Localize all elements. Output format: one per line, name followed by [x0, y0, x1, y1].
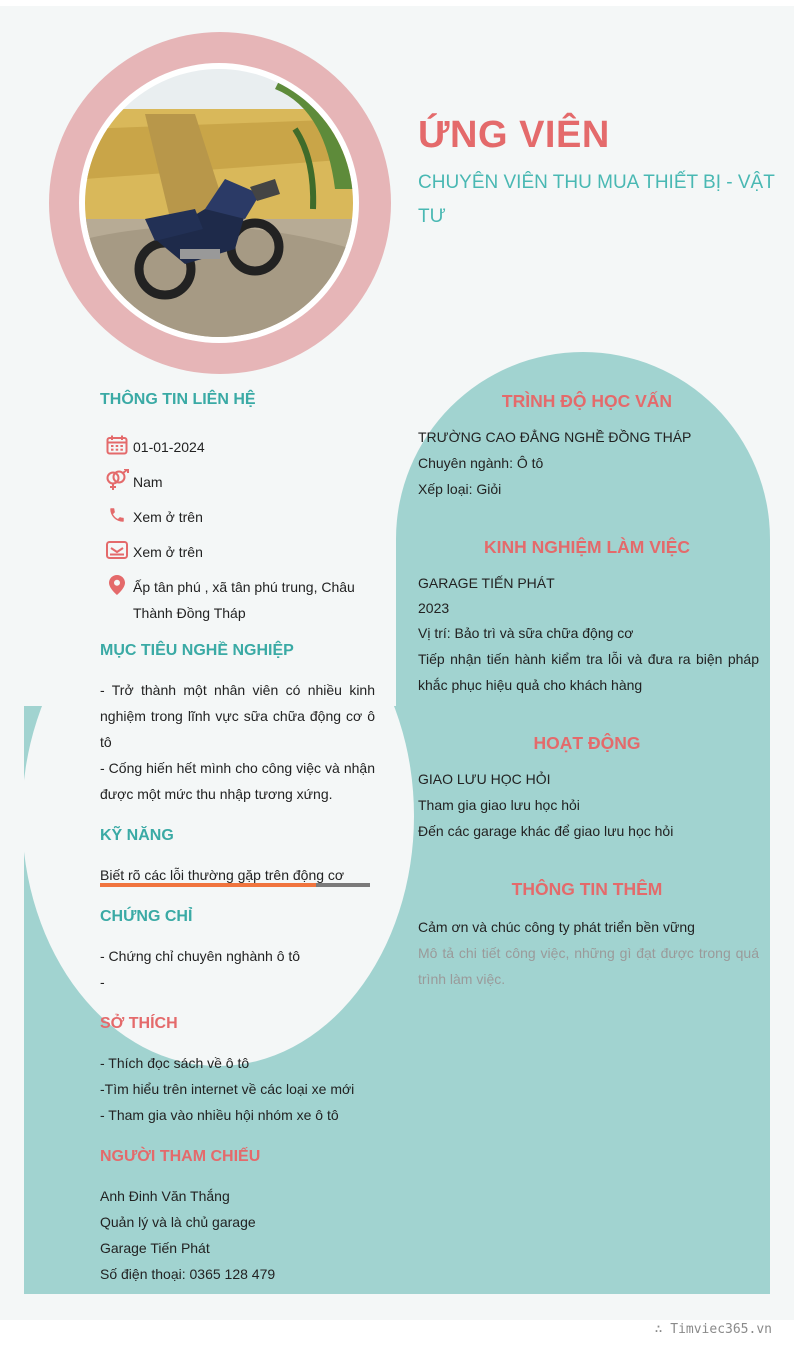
hobbies-heading: SỞ THÍCH: [100, 1015, 178, 1032]
gender-value: Nam: [133, 474, 163, 490]
phone-icon: [104, 504, 130, 526]
skill-level-bar: [100, 883, 370, 887]
candidate-position: CHUYÊN VIÊN THU MUA THIẾT BỊ - VẬT TƯ: [418, 172, 775, 227]
contact-email: [104, 539, 203, 565]
education-heading: TRÌNH ĐỘ HỌC VẤN: [501, 391, 673, 411]
contact-birthday: [104, 434, 205, 460]
candidate-name: ỨNG VIÊN: [418, 114, 610, 156]
activity-name: GIAO LƯU HỌC HỎI: [418, 771, 551, 787]
hobby-line-2: -Tìm hiểu trên internet về các loại xe mới: [100, 1081, 355, 1097]
motorbike-photo-icon: [85, 69, 353, 337]
objective-line-1: - Trở thành một nhân viên có nhiều kinh nghiệm trong lĩnh vực sữa chữa động cơ ô tô: [100, 682, 375, 750]
skills-heading: KỸ NĂNG: [100, 827, 174, 844]
skill-level-fill: [100, 883, 316, 887]
email-value: Xem ở trên: [133, 544, 203, 560]
objective-heading: MỤC TIÊU NGHỀ NGHIỆP: [100, 642, 294, 659]
reference-line-1: Anh Đinh Văn Thắng: [100, 1188, 230, 1204]
light-oval-background: [22, 566, 414, 1066]
objective-line-2: - Cống hiến hết mình cho công việc và nhận được một mức thu nhập tương xứng.: [100, 760, 375, 802]
experience-year: 2023: [418, 600, 450, 616]
experience-heading: KINH NGHIỆM LÀM VIỆC: [483, 537, 691, 557]
education-major: Chuyên ngành: Ô tô: [418, 455, 544, 471]
skill-name: Biết rõ các lỗi thường gặp trên động cơ: [100, 867, 345, 883]
activity-line-2: Đến các garage khác để giao lưu học hỏi: [418, 823, 674, 839]
contact-heading: THÔNG TIN LIÊN HỆ: [100, 391, 256, 408]
additional-text: Cảm ơn và chúc công ty phát triển bền vững: [418, 919, 695, 935]
contact-gender: [104, 469, 163, 495]
cv-page: [0, 6, 794, 1320]
birthday-value: 01-01-2024: [133, 439, 205, 455]
experience-description: Tiếp nhận tiến hành kiểm tra lỗi và đưa ra biện pháp khắc phục hiệu quả cho khách hàng: [418, 651, 759, 693]
certificates-heading: CHỨNG CHỈ: [100, 908, 193, 925]
hobby-line-1: - Thích đọc sách về ô tô: [100, 1055, 250, 1071]
activity-line-1: Tham gia giao lưu học hỏi: [418, 797, 580, 813]
contact-address: [104, 574, 395, 626]
reference-line-4: Số điện thoại: 0365 128 479: [100, 1266, 276, 1282]
contact-phone: [104, 504, 203, 530]
address-value: Ấp tân phú , xã tân phú trung, Châu Thành Đồng Tháp: [133, 579, 355, 621]
references-heading: NGƯỜI THAM CHIẾU: [100, 1148, 261, 1165]
reference-line-2: Quản lý và là chủ garage: [100, 1214, 256, 1230]
activities-heading: HOẠT ĐỘNG: [533, 733, 641, 753]
avatar: [85, 69, 353, 337]
certificate-line-1: - Chứng chỉ chuyên nghành ô tô: [100, 948, 301, 964]
reference-line-3: Garage Tiến Phát: [100, 1240, 210, 1256]
calendar-icon: [104, 434, 130, 456]
email-icon: [104, 539, 130, 561]
gender-icon: [104, 469, 130, 491]
watermark: ∴ Timviec365.vn: [654, 1322, 772, 1337]
location-icon: [104, 574, 130, 596]
experience-company: GARAGE TIẾN PHÁT: [418, 575, 555, 591]
additional-placeholder: Mô tả chi tiết công việc, những gì đạt được trong quá trình làm việc.: [418, 945, 759, 987]
experience-role: Vị trí: Bảo trì và sữa chữa động cơ: [418, 625, 634, 641]
hobby-line-3: - Tham gia vào nhiều hội nhóm xe ô tô: [100, 1107, 339, 1123]
education-grade: Xếp loại: Giỏi: [418, 481, 502, 497]
additional-heading: THÔNG TIN THÊM: [511, 879, 663, 899]
certificate-line-2: -: [100, 974, 105, 990]
education-school: TRƯỜNG CAO ĐẲNG NGHỀ ĐỒNG THÁP: [418, 429, 692, 445]
phone-value: Xem ở trên: [133, 509, 203, 525]
